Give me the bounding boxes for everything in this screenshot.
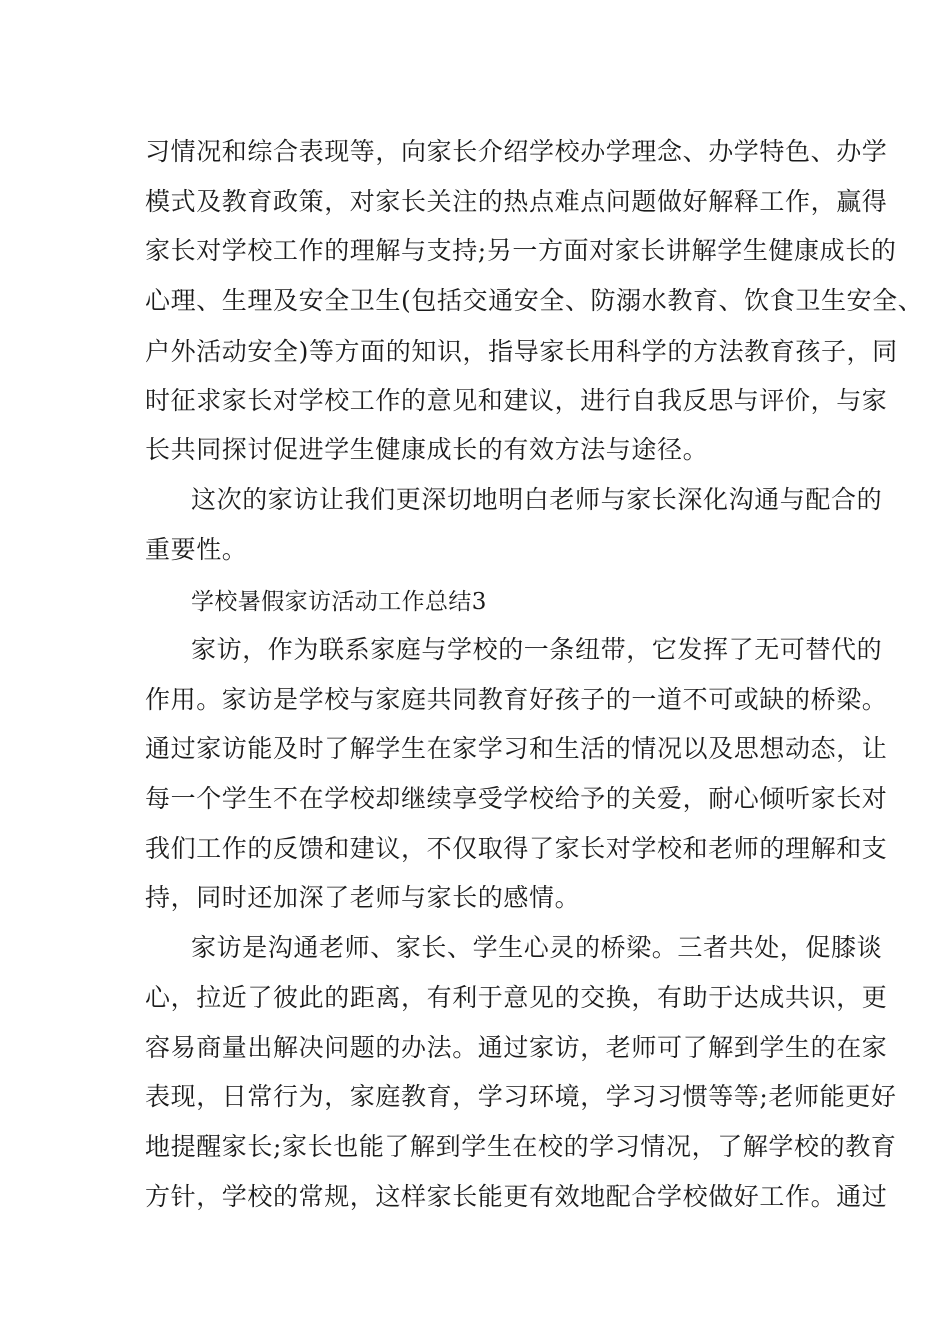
- text-line: 习情况和综合表现等，向家长介绍学校办学理念、办学特色、办学: [145, 137, 888, 166]
- section-heading: 学校暑假家访活动工作总结3: [191, 589, 487, 615]
- text-line: 户外活动安全)等方面的知识，指导家长用科学的方法教育孩子，同: [145, 337, 898, 366]
- paragraph-start-line: 家访是沟通老师、家长、学生心灵的桥梁。三者共处，促膝谈: [191, 933, 883, 962]
- text-line: 模式及教育政策，对家长关注的热点难点问题做好解释工作，赢得: [145, 187, 888, 216]
- text-line: 心理、生理及安全卫生(包括交通安全、防溺水教育、饮食卫生安全、: [145, 286, 924, 315]
- text-line: 长共同探讨促进学生健康成长的有效方法与途径。: [145, 435, 709, 464]
- text-line: 时征求家长对学校工作的意见和建议，进行自我反思与评价，与家: [145, 386, 888, 415]
- text-line: 每一个学生不在学校却继续享受学校给予的关爱，耐心倾听家长对: [145, 784, 888, 813]
- text-line: 我们工作的反馈和建议，不仅取得了家长对学校和老师的理解和支: [145, 834, 888, 863]
- text-line: 地提醒家长;家长也能了解到学生在校的学习情况，了解学校的教育: [145, 1132, 897, 1161]
- text-line: 通过家访能及时了解学生在家学习和生活的情况以及思想动态，让: [145, 734, 888, 763]
- text-line: 作用。家访是学校与家庭共同教育好孩子的一道不可或缺的桥梁。: [145, 685, 888, 714]
- text-line: 重要性。: [145, 535, 248, 564]
- text-line: 容易商量出解决问题的办法。通过家访，老师可了解到学生的在家: [145, 1033, 888, 1062]
- paragraph-start-line: 家访，作为联系家庭与学校的一条纽带，它发挥了无可替代的: [191, 635, 883, 664]
- text-line: 方针，学校的常规，这样家长能更有效地配合学校做好工作。通过: [145, 1182, 888, 1211]
- text-line: 表现，日常行为，家庭教育，学习环境，学习习惯等等;老师能更好: [145, 1082, 897, 1111]
- text-line: 心，拉近了彼此的距离，有利于意见的交换，有助于达成共识，更: [145, 983, 888, 1012]
- text-line: 家长对学校工作的理解与支持;另一方面对家长讲解学生健康成长的: [145, 236, 897, 265]
- paragraph-start-line: 这次的家访让我们更深切地明白老师与家长深化沟通与配合的: [191, 485, 883, 514]
- text-line: 持，同时还加深了老师与家长的感情。: [145, 883, 581, 912]
